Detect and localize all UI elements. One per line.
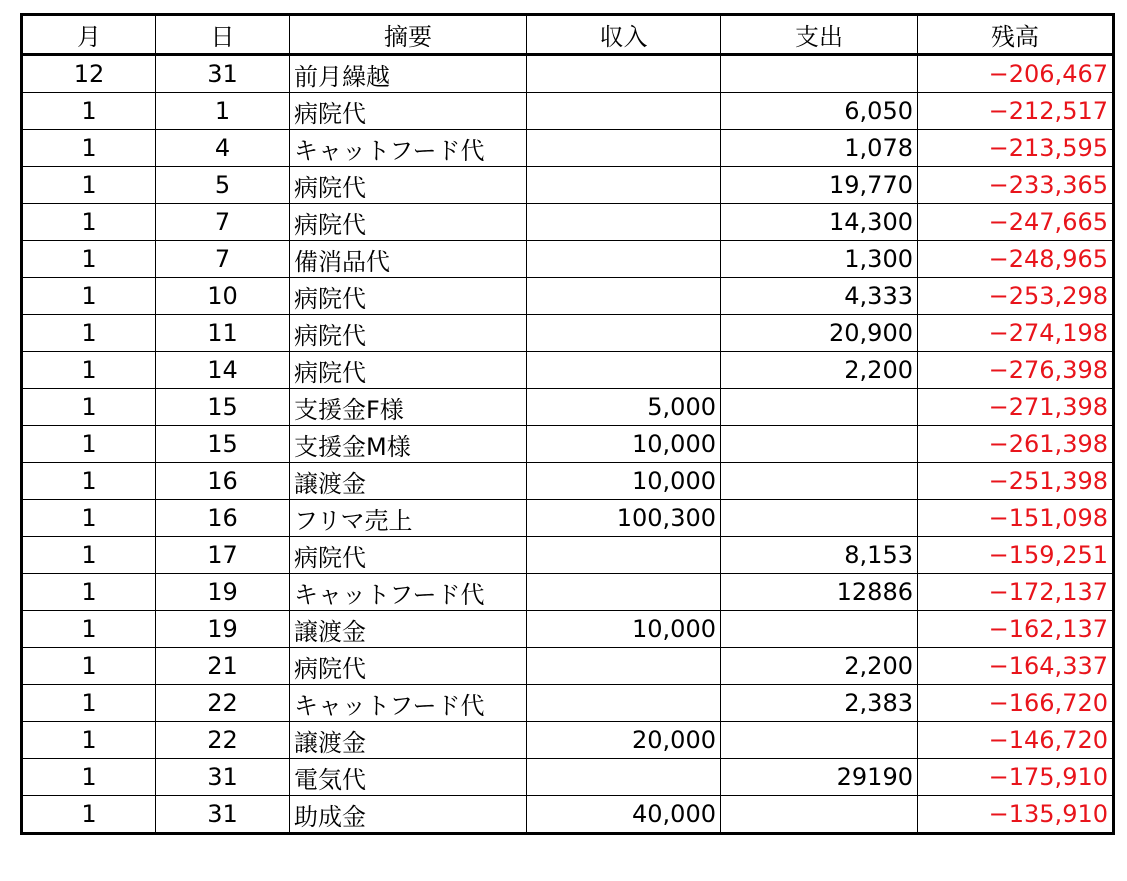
cell-balance: −162,137 [918,611,1114,648]
cell-day: 15 [156,426,290,463]
table-row [22,55,1114,93]
ledger-header [22,15,1114,55]
table-row [22,278,1114,315]
cell-description: 支援金F様 [290,389,527,426]
cell-day: 11 [156,315,290,352]
cell-description: 譲渡金 [290,722,527,759]
table-row [22,426,1114,463]
cell-income: 100,300 [527,500,721,537]
cell-income [527,574,721,611]
table-row [22,722,1114,759]
cell-day: 1 [156,93,290,130]
cell-expense [721,796,918,834]
cell-income [527,167,721,204]
cell-balance: −253,298 [918,278,1114,315]
ledger-body [22,55,1114,834]
table-row [22,796,1114,834]
cell-income: 10,000 [527,426,721,463]
cell-income [527,537,721,574]
cell-income: 10,000 [527,463,721,500]
header-day: 日 [156,15,290,55]
cell-month: 1 [22,648,156,685]
cell-income [527,130,721,167]
cell-expense [721,55,918,93]
cell-expense [721,426,918,463]
cell-month: 1 [22,574,156,611]
cell-expense: 29190 [721,759,918,796]
cell-day: 16 [156,500,290,537]
cell-month: 1 [22,93,156,130]
cell-description: 病院代 [290,167,527,204]
cell-month: 1 [22,796,156,834]
cell-month: 1 [22,759,156,796]
cell-expense: 14,300 [721,204,918,241]
cell-expense: 6,050 [721,93,918,130]
cell-day: 7 [156,241,290,278]
cell-day: 7 [156,204,290,241]
cell-day: 19 [156,574,290,611]
cell-month: 1 [22,500,156,537]
cell-balance: −248,965 [918,241,1114,278]
cell-balance: −135,910 [918,796,1114,834]
cell-description: 前月繰越 [290,55,527,93]
cell-balance: −276,398 [918,352,1114,389]
cell-description: 譲渡金 [290,611,527,648]
cell-month: 1 [22,130,156,167]
cell-balance: −212,517 [918,93,1114,130]
cell-expense: 2,200 [721,352,918,389]
cell-balance: −274,198 [918,315,1114,352]
cell-balance: −146,720 [918,722,1114,759]
cell-month: 1 [22,463,156,500]
cell-income [527,685,721,722]
table-row [22,241,1114,278]
cell-day: 21 [156,648,290,685]
cell-income: 5,000 [527,389,721,426]
header-balance: 残高 [918,15,1114,55]
cell-month: 1 [22,611,156,648]
cell-month: 1 [22,389,156,426]
cell-description: 病院代 [290,352,527,389]
cell-expense: 2,200 [721,648,918,685]
header-expense: 支出 [721,15,918,55]
cell-income [527,278,721,315]
cell-income [527,759,721,796]
header-month: 月 [22,15,156,55]
cell-day: 5 [156,167,290,204]
cell-balance: −166,720 [918,685,1114,722]
table-row [22,389,1114,426]
cell-income [527,648,721,685]
cell-day: 19 [156,611,290,648]
cell-balance: −213,595 [918,130,1114,167]
cell-balance: −159,251 [918,537,1114,574]
cell-day: 15 [156,389,290,426]
table-row [22,574,1114,611]
table-row [22,648,1114,685]
cell-income [527,352,721,389]
cell-description: 病院代 [290,315,527,352]
cell-income [527,241,721,278]
cell-day: 31 [156,759,290,796]
header-income: 収入 [527,15,721,55]
cell-day: 4 [156,130,290,167]
cell-income [527,93,721,130]
table-row [22,204,1114,241]
cell-description: キャットフード代 [290,574,527,611]
cell-description: 備消品代 [290,241,527,278]
cell-expense: 4,333 [721,278,918,315]
table-row [22,500,1114,537]
ledger-table [20,13,1115,835]
cell-balance: −206,467 [918,55,1114,93]
cell-day: 31 [156,796,290,834]
cell-month: 1 [22,204,156,241]
cell-month: 1 [22,352,156,389]
cell-expense: 19,770 [721,167,918,204]
cell-description: 譲渡金 [290,463,527,500]
cell-description: 電気代 [290,759,527,796]
cell-day: 22 [156,685,290,722]
table-row [22,611,1114,648]
cell-income [527,204,721,241]
cell-expense: 20,900 [721,315,918,352]
cell-expense: 2,383 [721,685,918,722]
table-row [22,537,1114,574]
cell-month: 1 [22,685,156,722]
cell-balance: −261,398 [918,426,1114,463]
table-row [22,759,1114,796]
cell-expense [721,389,918,426]
cell-month: 1 [22,241,156,278]
cell-balance: −251,398 [918,463,1114,500]
table-row [22,93,1114,130]
cell-expense: 1,078 [721,130,918,167]
cell-description: キャットフード代 [290,130,527,167]
cell-expense [721,463,918,500]
table-row [22,352,1114,389]
cell-expense [721,500,918,537]
cell-description: 病院代 [290,648,527,685]
cell-balance: −271,398 [918,389,1114,426]
cell-description: 支援金M様 [290,426,527,463]
cell-month: 1 [22,722,156,759]
cell-day: 17 [156,537,290,574]
cell-month: 1 [22,537,156,574]
cell-description: 病院代 [290,278,527,315]
cell-balance: −151,098 [918,500,1114,537]
cell-day: 14 [156,352,290,389]
cell-income: 20,000 [527,722,721,759]
cell-balance: −172,137 [918,574,1114,611]
cell-description: 助成金 [290,796,527,834]
cell-income [527,315,721,352]
cell-description: 病院代 [290,537,527,574]
table-row [22,315,1114,352]
cell-month: 1 [22,278,156,315]
cell-day: 31 [156,55,290,93]
header-row [22,15,1114,55]
cell-description: 病院代 [290,204,527,241]
cell-day: 16 [156,463,290,500]
table-row [22,167,1114,204]
cell-expense [721,611,918,648]
cell-day: 10 [156,278,290,315]
cell-description: 病院代 [290,93,527,130]
cell-expense: 1,300 [721,241,918,278]
cell-month: 1 [22,426,156,463]
cell-balance: −164,337 [918,648,1114,685]
cell-balance: −247,665 [918,204,1114,241]
cell-day: 22 [156,722,290,759]
cell-expense [721,722,918,759]
cell-description: フリマ売上 [290,500,527,537]
table-row [22,463,1114,500]
table-row [22,130,1114,167]
cell-month: 1 [22,315,156,352]
cell-balance: −175,910 [918,759,1114,796]
table-row [22,685,1114,722]
cell-income: 10,000 [527,611,721,648]
cell-month: 12 [22,55,156,93]
cell-balance: −233,365 [918,167,1114,204]
header-description: 摘要 [290,15,527,55]
cell-expense: 12886 [721,574,918,611]
cell-income: 40,000 [527,796,721,834]
cell-income [527,55,721,93]
cell-description: キャットフード代 [290,685,527,722]
cell-expense: 8,153 [721,537,918,574]
cell-month: 1 [22,167,156,204]
